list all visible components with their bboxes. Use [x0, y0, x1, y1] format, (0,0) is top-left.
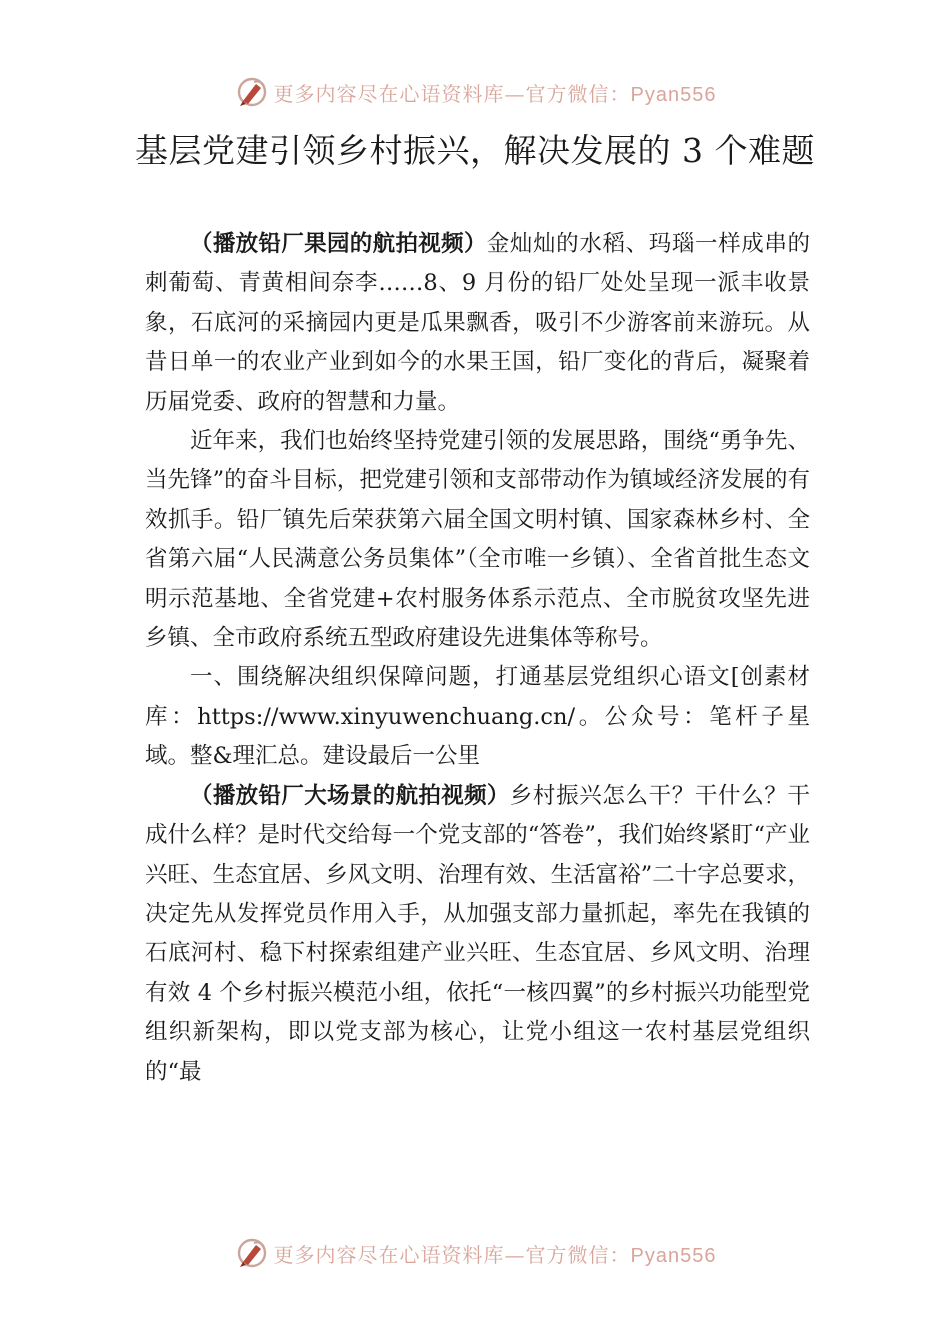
watermark-text	[274, 1239, 717, 1268]
watermark-text	[274, 78, 717, 107]
paragraph-2-text: 近年来，我们也始终坚持党建引领的发展思路，围绕“勇争先、当先锋”的奋斗目标，把党建引领和支部带动作为镇域经济发展的有效抓手。铅厂镇先后荣获第六届全国文明村镇、国家森林乡村、全省第六届“人民满意公务员集体”（全市唯一乡镇）、全省首批生态文明示范基地、全省党建+农村服务体系示范点、全市脱贫攻坚先进乡镇、全市政府系统五型政府建设先进集体等称号。	[145, 428, 810, 652]
document-title: 基层党建引领乡村振兴，解决发展的 3 个难题	[135, 131, 815, 170]
paragraph-1-lead: （播放铅厂果园的航拍视频）	[190, 231, 487, 257]
watermark-wechat-id: Pyan556	[630, 1244, 717, 1267]
paragraph-4	[145, 777, 810, 1092]
document-body	[145, 225, 810, 1092]
paragraph-4-text: 乡村振兴怎么干？干什么？干成什么样？是时代交给每一个党支部的“答卷”，我们始终紧盯“产业兴旺、生态宜居、乡风文明、治理有效、生活富裕”二十字总要求，决定先从发挥党员作用入手，从加强支部力量抓起，率先在我镇的石底河村、稳下村探索组建产业兴旺、生态宜居、乡风文明、治理有效 4 个乡村振兴模范小组，依托“一核四翼”的乡村振兴功能型党组织新架构，即以党支部为核心，让党小组这一农村基层党组织的“最	[145, 782, 810, 1085]
paragraph-1	[145, 225, 810, 422]
paragraph-4-lead: （播放铅厂大场景的航拍视频）	[190, 782, 510, 809]
paragraph-3	[145, 658, 810, 776]
paragraph-3-text: 一、围绕解决组织保障问题，打通基层党组织心语文[创素材库：https://www.xinyuwenchuang.cn/。公众号：笔杆子星域。整&理汇总。建设最后一公里	[145, 664, 810, 770]
watermark-label: 更多内容尽在心语资料库—官方微信：	[273, 1242, 631, 1267]
paragraph-1-text: 金灿灿的水稻、玛瑙一样成串的刺葡萄、青黄相间奈李……8、9 月份的铅厂处处呈现一派丰收景象，石底河的采摘园内更是瓜果飘香，吸引不少游客前来游玩。从昔日单一的农业产业到如今的水果王国，铅厂变化的背后，凝聚着历届党委、政府的智慧和力量。	[145, 231, 810, 415]
pen-nib-logo-icon	[234, 74, 270, 110]
watermark-banner-top	[0, 72, 950, 112]
paragraph-2	[145, 422, 810, 658]
watermark-banner-bottom	[0, 1233, 950, 1273]
watermark-wechat-id: Pyan556	[630, 83, 717, 106]
watermark-label: 更多内容尽在心语资料库—官方微信：	[273, 81, 631, 106]
pen-nib-logo-icon	[234, 1235, 270, 1271]
